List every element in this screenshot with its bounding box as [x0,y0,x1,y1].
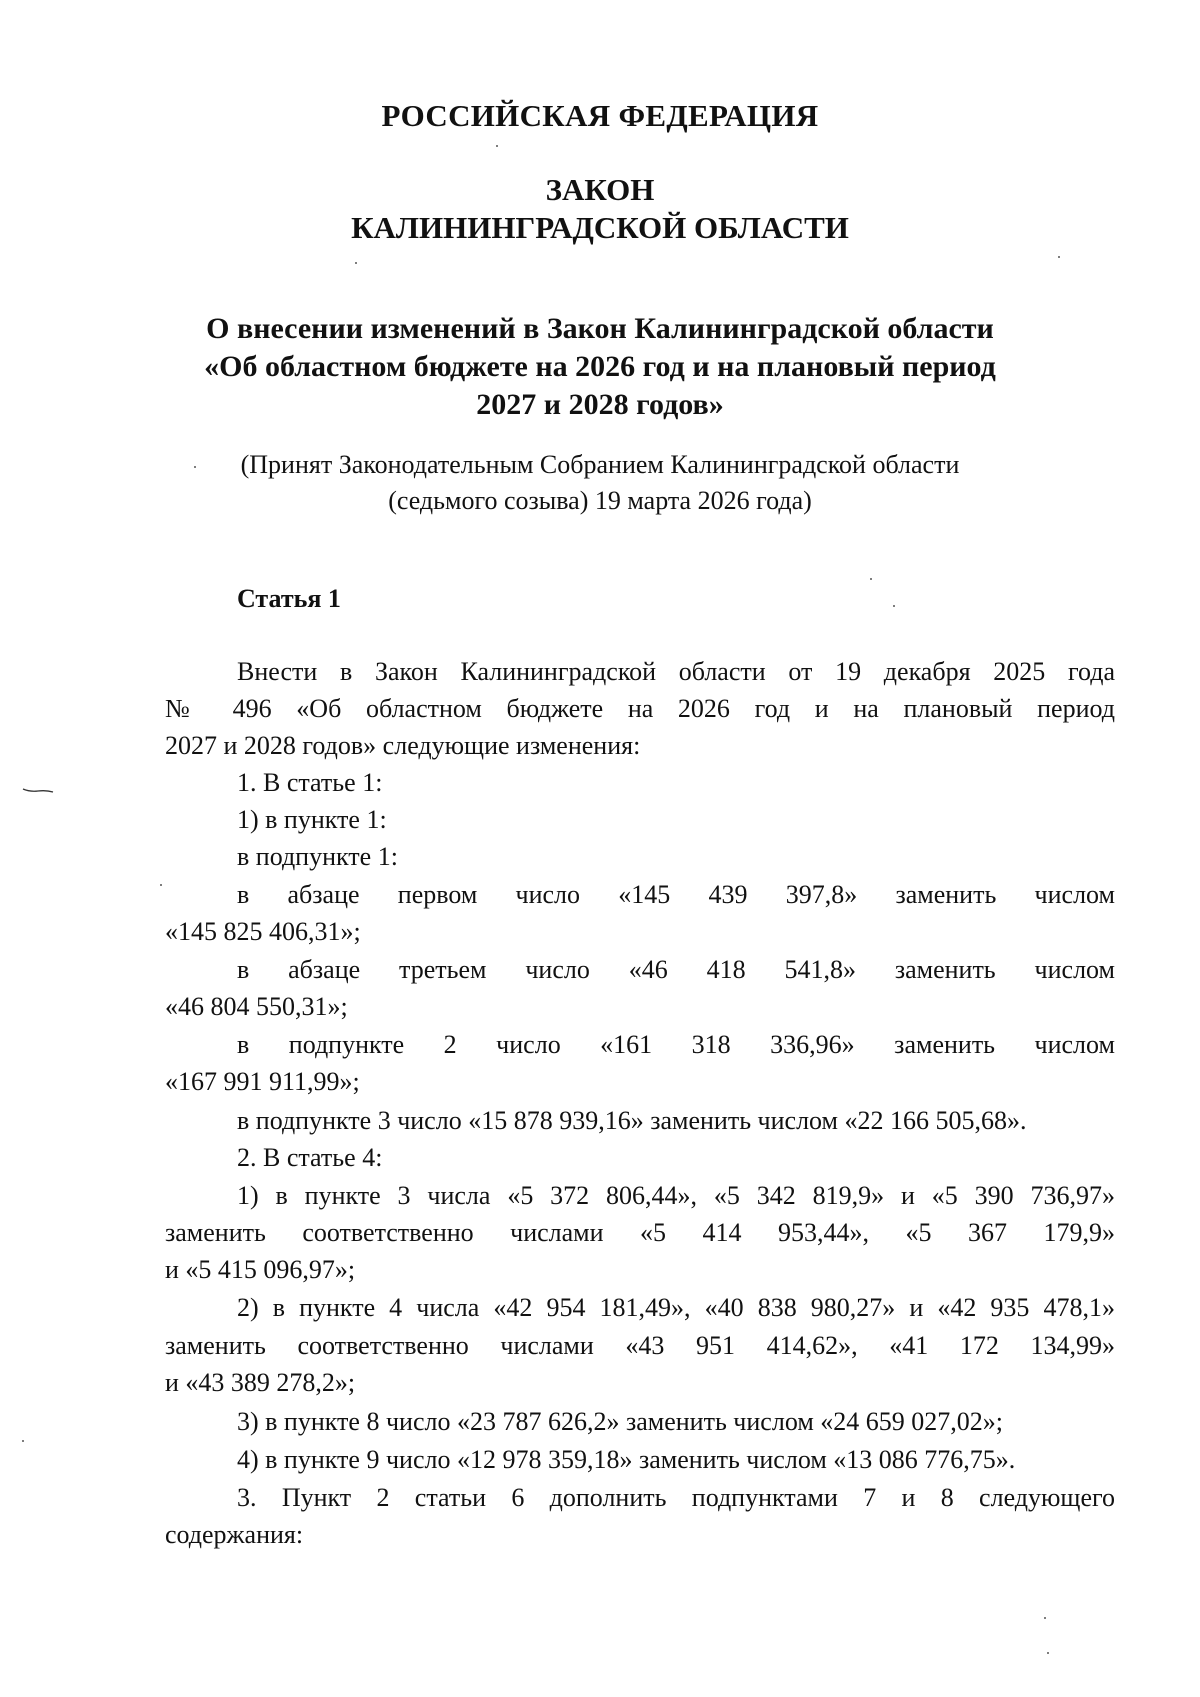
list-item: 1) в пункте 1: [237,805,387,834]
body-line: в подпункте 2 число «161 318 336,96» заменить числом [237,1030,1115,1059]
scan-speck [893,605,895,607]
body-line: «145 825 406,31»; [165,917,361,946]
scan-speck [160,884,162,886]
scan-speck [870,578,872,580]
body-line: в подпункте 3 число «15 878 939,16» заменить числом «22 166 505,68». [237,1106,1027,1135]
body-line: и «43 389 278,2»; [165,1368,356,1397]
scan-speck [1044,1617,1046,1619]
list-item: 4) в пункте 9 число «12 978 359,18» заменить числом «13 086 776,75». [237,1445,1016,1474]
scan-speck [496,145,498,147]
law-title-line-3: 2027 и 2028 годов» [476,388,724,421]
article-heading: Статья 1 [237,584,341,613]
body-line: заменить соответственно числами «5 414 953,44», «5 367 179,9» [165,1218,1115,1247]
adoption-note-line-2: (седьмого созыва) 19 марта 2026 года) [388,486,812,515]
list-item: 3) в пункте 8 число «23 787 626,2» заменить числом «24 659 027,02»; [237,1407,1003,1436]
list-item: 3. Пункт 2 статьи 6 дополнить подпунктами 7 и 8 следующего [237,1483,1115,1512]
body-line: Внести в Закон Калининградской области от 19 декабря 2025 года [237,657,1115,686]
body-line: № 496 «Об областном бюджете на 2026 год и на плановый период [165,694,1115,723]
scan-mark-icon [22,786,54,794]
scan-speck [1058,256,1060,258]
list-item: 1) в пункте 3 числа «5 372 806,44», «5 342 819,9» и «5 390 736,97» [237,1181,1115,1210]
region-heading: КАЛИНИНГРАДСКОЙ ОБЛАСТИ [351,210,849,245]
law-title-line-1: О внесении изменений в Закон Калининградской области [206,312,994,345]
list-item: 2) в пункте 4 числа «42 954 181,49», «40 838 980,27» и «42 935 478,1» [237,1293,1115,1322]
law-heading: ЗАКОН [545,172,655,207]
body-line: 2027 и 2028 годов» следующие изменения: [165,731,641,760]
body-line: и «5 415 096,97»; [165,1255,356,1284]
body-line: в абзаце третьем число «46 418 541,8» заменить числом [237,955,1115,984]
body-line: «46 804 550,31»; [165,992,348,1021]
body-line: содержания: [165,1520,304,1549]
list-item: 1. В статье 1: [237,768,383,797]
adoption-note-line-1: (Принят Законодательным Собранием Калининградской области [240,450,960,479]
scan-speck [22,1440,24,1442]
body-line: «167 991 911,99»; [165,1067,360,1096]
body-line: в абзаце первом число «145 439 397,8» заменить числом [237,880,1115,909]
list-item: 2. В статье 4: [237,1143,383,1172]
federation-heading: РОССИЙСКАЯ ФЕДЕРАЦИЯ [381,98,819,133]
body-line: в подпункте 1: [237,842,398,871]
scan-speck [1047,1652,1049,1654]
scan-speck [194,466,196,468]
body-line: заменить соответственно числами «43 951 414,62», «41 172 134,99» [165,1331,1115,1360]
scan-speck [355,262,357,264]
law-title-line-2: «Об областном бюджете на 2026 год и на плановый период [204,350,996,383]
